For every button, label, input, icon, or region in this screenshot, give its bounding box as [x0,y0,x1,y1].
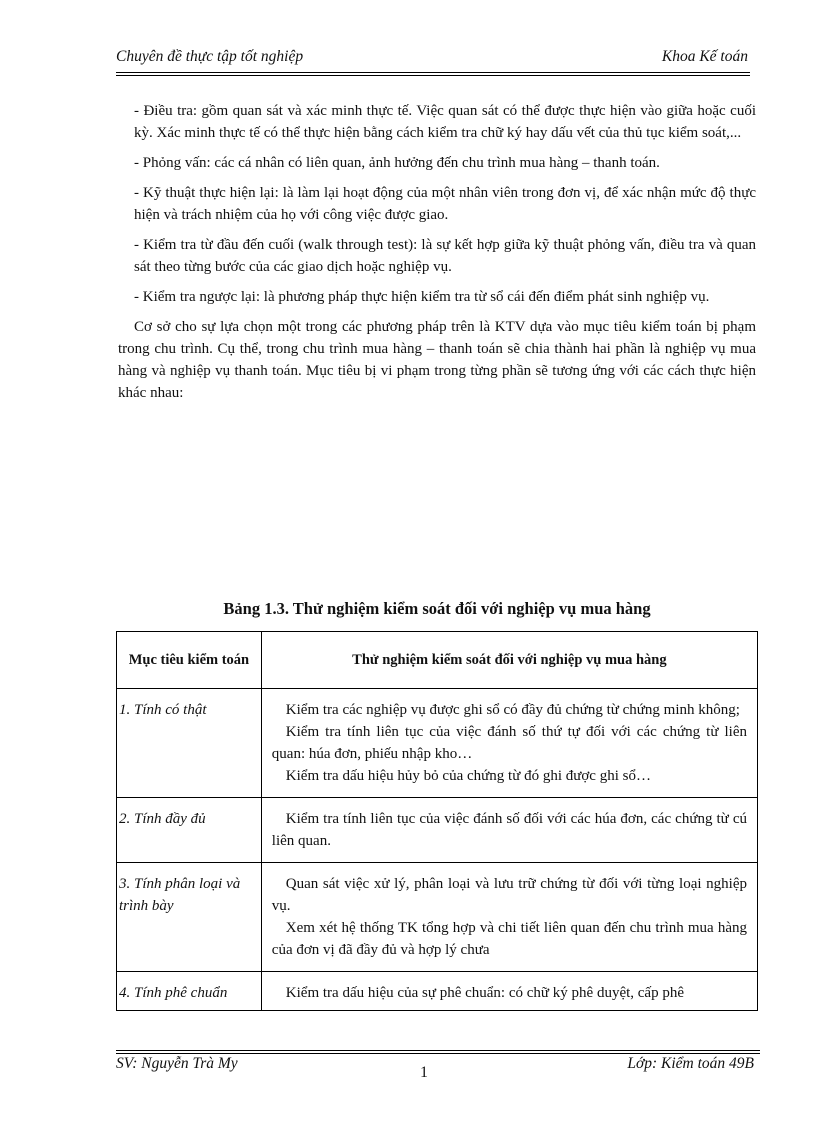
control-test-table [116,631,758,1011]
procedure-item: Kiểm tra các nghiệp vụ được ghi sổ có đầy đủ chứng từ chứng minh không; [285,702,740,718]
footer-rule [116,1050,760,1051]
procedure-cell [261,863,757,972]
footer-rule-double [116,1053,760,1054]
procedure-cell [261,689,757,798]
paragraph: - Phỏng vấn: các cá nhân có liên quan, ảnh hưởng đến chu trình mua hàng – thanh toán. [134,155,660,171]
objective-cell: 1. Tính có thật [117,689,262,798]
table-row [117,972,758,1011]
procedure-item: Kiểm tra tính liên tục của việc đánh số thứ tự đối với các chứng từ liên quan: húa đơn, phiếu nhập kho… [271,724,747,762]
procedure-cell [261,972,757,1011]
header-department: Khoa Kế toán [661,48,748,65]
header-title: Chuyên đề thực tập tốt nghiệp [116,48,304,65]
procedure-item: Quan sát việc xử lý, phân loại và lưu trữ chứng từ đối với từng loại nghiệp vụ. [271,876,747,914]
table-row [117,798,758,863]
paragraph: - Kỹ thuật thực hiện lại: là làm lại hoạt động của một nhân viên trong đơn vị, để xác nhận mức độ thực hiện và trách nhiệm của họ với công việc được giao. [134,185,756,223]
table-header-row [117,632,758,689]
procedure-item: Xem xét hệ thống TK tổng hợp và chi tiết liên quan đến chu trình mua hàng của đơn vị đã đầy đủ và hợp lý chưa [271,920,747,958]
footer-student: SV: Nguyễn Trà My [116,1055,238,1072]
objective-cell: 3. Tính phân loại và trình bày [117,863,262,972]
paragraph: - Điều tra: gồm quan sát và xác minh thực tế. Việc quan sát có thể được thực hiện vào giữa hoặc cuối kỳ. Xác minh thực tế có thể thực hiện bằng cách kiểm tra chữ ký hay dấu vết của thủ tục kiểm soát,... [134,103,756,141]
procedure-item: Kiểm tra dấu hiệu hủy bỏ của chứng từ đó ghi được ghi sổ… [285,768,651,784]
procedure-item: Kiểm tra tính liên tục của việc đánh số đối với các húa đơn, các chứng từ cú liên quan. [271,811,747,849]
paragraph: - Kiểm tra ngược lại: là phương pháp thực hiện kiểm tra từ sổ cái đến điểm phát sinh nghiệp vụ. [134,289,710,305]
header-rule-double [116,75,750,76]
header-rule [116,72,750,73]
objective-cell: 2. Tính đầy đủ [117,798,262,863]
table-title: Bảng 1.3. Thử nghiệm kiểm soát đối với nghiệp vụ mua hàng [223,599,651,618]
table-row [117,689,758,798]
paragraph: - Kiểm tra từ đầu đến cuối (walk through test): là sự kết hợp giữa kỹ thuật phỏng vấn, điều tra và quan sát theo từng bước của các giao dịch hoặc nghiệp vụ. [134,237,756,275]
paragraph: Cơ sở cho sự lựa chọn một trong các phương pháp trên là KTV dựa vào mục tiêu kiểm toán bị phạm trong chu trình. Cụ thể, trong chu trình mua hàng – thanh toán sẽ chia thành hai phần là nghiệp vụ mua hàng và nghiệp vụ thanh toán. Mục tiêu bị vi phạm trong từng phần sẽ tương ứng với các cách thực hiện khác nhau: [118,319,756,401]
body-text [118,100,756,412]
table-row [117,863,758,972]
col-header-procedures: Thử nghiệm kiểm soát đối với nghiệp vụ mua hàng [261,632,757,689]
procedure-item: Kiểm tra dấu hiệu của sự phê chuẩn: có chữ ký phê duyệt, cấp phê [285,985,684,1001]
procedure-cell [261,798,757,863]
footer-class: Lớp: Kiểm toán 49B [627,1055,754,1072]
col-header-objective: Mục tiêu kiểm toán [117,632,262,689]
page-number: 1 [420,1064,428,1081]
objective-cell: 4. Tính phê chuẩn [117,972,262,1011]
page-header [116,48,750,70]
